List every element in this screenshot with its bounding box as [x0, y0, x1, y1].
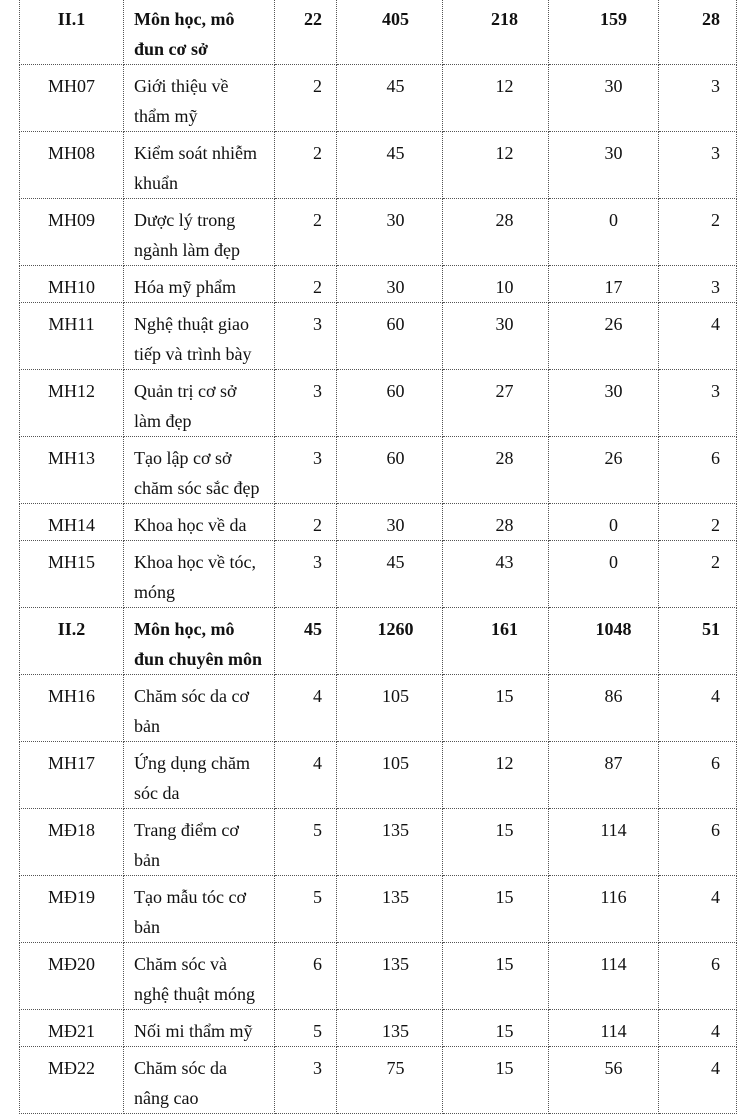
row-theory-hours: 30 — [443, 303, 549, 370]
row-practice-hours: 17 — [549, 266, 659, 303]
table-row — [20, 199, 737, 266]
row-exam-hours: 28 — [659, 0, 737, 65]
row-code: MH09 — [20, 199, 124, 266]
row-practice-hours: 30 — [549, 65, 659, 132]
row-code: MĐ19 — [20, 876, 124, 943]
row-practice-hours: 114 — [549, 1010, 659, 1047]
row-code: MĐ18 — [20, 809, 124, 876]
row-exam-hours: 6 — [659, 742, 737, 809]
row-subject-name: Tạo lập cơ sở chăm sóc sắc đẹp — [124, 437, 275, 504]
row-code: MH12 — [20, 370, 124, 437]
row-theory-hours: 15 — [443, 1010, 549, 1047]
row-practice-hours: 114 — [549, 943, 659, 1010]
row-theory-hours: 15 — [443, 809, 549, 876]
table-row — [20, 1010, 737, 1047]
row-exam-hours: 6 — [659, 943, 737, 1010]
row-theory-hours: 43 — [443, 541, 549, 608]
row-exam-hours: 3 — [659, 370, 737, 437]
table-row — [20, 65, 737, 132]
row-total-hours: 135 — [337, 943, 443, 1010]
row-total-hours: 105 — [337, 742, 443, 809]
table-row-group — [20, 608, 737, 675]
table-row-group — [20, 0, 737, 65]
row-practice-hours: 26 — [549, 437, 659, 504]
row-subject-name: Kiểm soát nhiễm khuẩn — [124, 132, 275, 199]
row-practice-hours: 26 — [549, 303, 659, 370]
table-row — [20, 742, 737, 809]
row-credits: 45 — [275, 608, 337, 675]
table-row — [20, 303, 737, 370]
row-total-hours: 60 — [337, 370, 443, 437]
table-row — [20, 1047, 737, 1114]
row-theory-hours: 10 — [443, 266, 549, 303]
row-exam-hours: 2 — [659, 541, 737, 608]
row-code: MH16 — [20, 675, 124, 742]
row-subject-name: Môn học, mô đun chuyên môn — [124, 608, 275, 675]
row-practice-hours: 30 — [549, 370, 659, 437]
row-theory-hours: 28 — [443, 437, 549, 504]
row-total-hours: 60 — [337, 303, 443, 370]
row-credits: 4 — [275, 742, 337, 809]
table-row — [20, 437, 737, 504]
table-row — [20, 809, 737, 876]
row-total-hours: 45 — [337, 541, 443, 608]
row-code: MH15 — [20, 541, 124, 608]
row-exam-hours: 2 — [659, 504, 737, 541]
row-subject-name: Tạo mẫu tóc cơ bản — [124, 876, 275, 943]
row-code: MH08 — [20, 132, 124, 199]
row-subject-name: Trang điểm cơ bản — [124, 809, 275, 876]
row-total-hours: 105 — [337, 675, 443, 742]
row-total-hours: 135 — [337, 1010, 443, 1047]
row-theory-hours: 12 — [443, 742, 549, 809]
row-subject-name: Chăm sóc da nâng cao — [124, 1047, 275, 1114]
row-theory-hours: 15 — [443, 943, 549, 1010]
row-theory-hours: 218 — [443, 0, 549, 65]
row-total-hours: 60 — [337, 437, 443, 504]
row-practice-hours: 0 — [549, 199, 659, 266]
row-subject-name: Môn học, mô đun cơ sở — [124, 0, 275, 65]
row-credits: 5 — [275, 876, 337, 943]
table-row — [20, 370, 737, 437]
row-credits: 2 — [275, 65, 337, 132]
row-credits: 3 — [275, 370, 337, 437]
row-total-hours: 135 — [337, 809, 443, 876]
row-subject-name: Khoa học về tóc, móng — [124, 541, 275, 608]
row-practice-hours: 30 — [549, 132, 659, 199]
row-code: II.2 — [20, 608, 124, 675]
row-exam-hours: 4 — [659, 1010, 737, 1047]
table-row — [20, 943, 737, 1010]
row-code: MH13 — [20, 437, 124, 504]
row-subject-name: Ứng dụng chăm sóc da — [124, 742, 275, 809]
row-total-hours: 405 — [337, 0, 443, 65]
curriculum-table — [19, 0, 737, 1114]
row-theory-hours: 28 — [443, 199, 549, 266]
row-code: MH10 — [20, 266, 124, 303]
row-subject-name: Dược lý trong ngành làm đẹp — [124, 199, 275, 266]
row-practice-hours: 1048 — [549, 608, 659, 675]
table-row — [20, 675, 737, 742]
row-theory-hours: 12 — [443, 65, 549, 132]
row-credits: 2 — [275, 504, 337, 541]
row-theory-hours: 15 — [443, 675, 549, 742]
row-exam-hours: 6 — [659, 809, 737, 876]
row-exam-hours: 4 — [659, 1047, 737, 1114]
row-credits: 22 — [275, 0, 337, 65]
table-row — [20, 132, 737, 199]
row-subject-name: Nghệ thuật giao tiếp và trình bày — [124, 303, 275, 370]
row-subject-name: Chăm sóc và nghệ thuật móng — [124, 943, 275, 1010]
row-subject-name: Khoa học về da — [124, 504, 275, 541]
table-row — [20, 266, 737, 303]
row-practice-hours: 0 — [549, 541, 659, 608]
row-practice-hours: 87 — [549, 742, 659, 809]
row-total-hours: 135 — [337, 876, 443, 943]
row-practice-hours: 86 — [549, 675, 659, 742]
table-row — [20, 504, 737, 541]
row-code: II.1 — [20, 0, 124, 65]
row-exam-hours: 4 — [659, 876, 737, 943]
row-practice-hours: 114 — [549, 809, 659, 876]
row-total-hours: 30 — [337, 504, 443, 541]
row-exam-hours: 6 — [659, 437, 737, 504]
row-theory-hours: 161 — [443, 608, 549, 675]
row-credits: 2 — [275, 199, 337, 266]
row-total-hours: 45 — [337, 132, 443, 199]
row-code: MH07 — [20, 65, 124, 132]
row-practice-hours: 116 — [549, 876, 659, 943]
row-total-hours: 30 — [337, 266, 443, 303]
row-credits: 4 — [275, 675, 337, 742]
row-total-hours: 1260 — [337, 608, 443, 675]
row-exam-hours: 51 — [659, 608, 737, 675]
row-theory-hours: 28 — [443, 504, 549, 541]
row-code: MH11 — [20, 303, 124, 370]
row-practice-hours: 0 — [549, 504, 659, 541]
row-credits: 2 — [275, 266, 337, 303]
row-practice-hours: 56 — [549, 1047, 659, 1114]
row-code: MH17 — [20, 742, 124, 809]
row-code: MĐ20 — [20, 943, 124, 1010]
row-practice-hours: 159 — [549, 0, 659, 65]
row-exam-hours: 2 — [659, 199, 737, 266]
row-subject-name: Nối mi thẩm mỹ — [124, 1010, 275, 1047]
row-total-hours: 45 — [337, 65, 443, 132]
row-theory-hours: 15 — [443, 876, 549, 943]
row-credits: 5 — [275, 809, 337, 876]
row-credits: 3 — [275, 303, 337, 370]
row-exam-hours: 4 — [659, 675, 737, 742]
row-exam-hours: 3 — [659, 65, 737, 132]
row-subject-name: Hóa mỹ phẩm — [124, 266, 275, 303]
row-total-hours: 30 — [337, 199, 443, 266]
row-subject-name: Quản trị cơ sở làm đẹp — [124, 370, 275, 437]
row-credits: 3 — [275, 437, 337, 504]
table-row — [20, 541, 737, 608]
table-row — [20, 876, 737, 943]
row-credits: 3 — [275, 541, 337, 608]
row-code: MH14 — [20, 504, 124, 541]
row-theory-hours: 15 — [443, 1047, 549, 1114]
row-credits: 5 — [275, 1010, 337, 1047]
row-credits: 2 — [275, 132, 337, 199]
row-total-hours: 75 — [337, 1047, 443, 1114]
row-code: MĐ21 — [20, 1010, 124, 1047]
row-theory-hours: 12 — [443, 132, 549, 199]
row-exam-hours: 3 — [659, 132, 737, 199]
row-subject-name: Chăm sóc da cơ bản — [124, 675, 275, 742]
row-code: MĐ22 — [20, 1047, 124, 1114]
row-subject-name: Giới thiệu về thẩm mỹ — [124, 65, 275, 132]
row-credits: 6 — [275, 943, 337, 1010]
row-credits: 3 — [275, 1047, 337, 1114]
row-theory-hours: 27 — [443, 370, 549, 437]
row-exam-hours: 3 — [659, 266, 737, 303]
row-exam-hours: 4 — [659, 303, 737, 370]
